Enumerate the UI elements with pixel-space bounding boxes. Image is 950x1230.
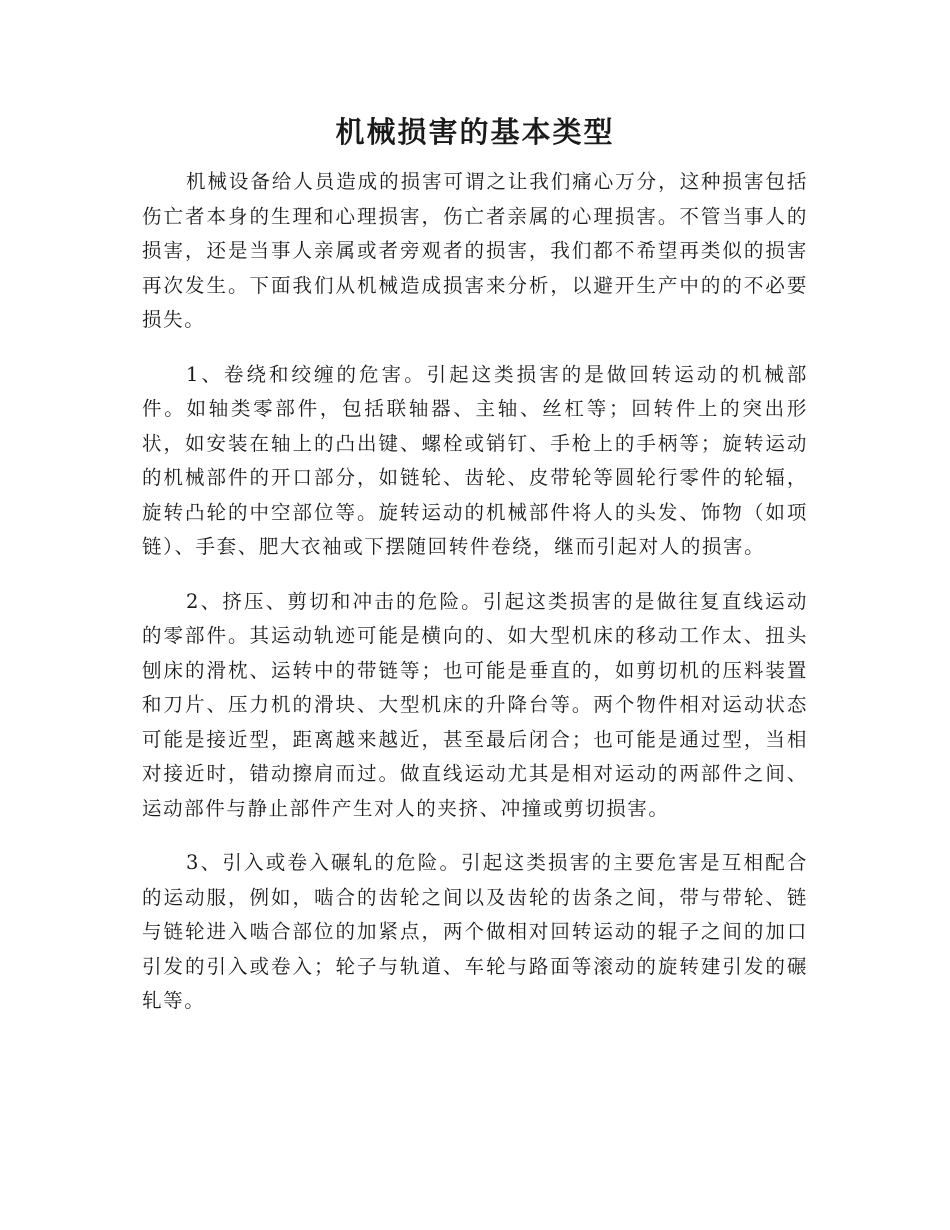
paragraph-rolling-hazard: 3、引入或卷入碾轧的危险。引起这类损害的主要危害是互相配合的运动服，例如，啮合的齿轮之间以及齿轮的齿条之间，带与带轮、链与链轮进入啮合部位的加紧点，两个做相对回转运动的辊子之间的加口引发的引入或卷入；轮子与轨道、车轮与路面等滚动的旋转建引发的碾轧等。	[142, 851, 808, 1012]
paragraph-intro: 机械设备给人员造成的损害可谓之让我们痛心万分，这种损害包括伤亡者本身的生理和心理损害，伤亡者亲属的心理损害。不管当事人的损害，还是当事人亲属或者旁观者的损害，我们都不希望再类似的损害再次发生。下面我们从机械造成损害来分析，以避开生产中的的不必要损失。	[142, 170, 808, 331]
paragraph-crushing-hazard: 2、挤压、剪切和冲击的危险。引起这类损害的是做往复直线运动的零部件。其运动轨迹可能是横向的、如大型机床的移动工作太、扭头刨床的滑枕、运转中的带链等；也可能是垂直的，如剪切机的压料装置和刀片、压力机的滑块、大型机床的升降台等。两个物件相对运动状态可能是接近型，距离越来越近，甚至最后闭合；也可能是通过型，当相对接近时，错动擦肩而过。做直线运动尤其是相对运动的两部件之间、运动部件与静止部件产生对人的夹挤、冲撞或剪切损害。	[142, 589, 808, 820]
page-title: 机械损害的基本类型	[335, 115, 615, 149]
document-body	[142, 165, 808, 1039]
paragraph-winding-hazard: 1、卷绕和绞缠的危害。引起这类损害的是做回转运动的机械部件。如轴类零部件，包括联轴器、主轴、丝杠等；回转件上的突出形状，如安装在轴上的凸出键、螺栓或销钉、手枪上的手柄等；旋转运动的机械部件的开口部分，如链轮、齿轮、皮带轮等圆轮行零件的轮辐，旋转凸轮的中空部位等。旋转运动的机械部件将人的头发、饰物（如项链）、手套、肥大衣袖或下摆随回转件卷绕，继而引起对人的损害。	[142, 362, 808, 558]
